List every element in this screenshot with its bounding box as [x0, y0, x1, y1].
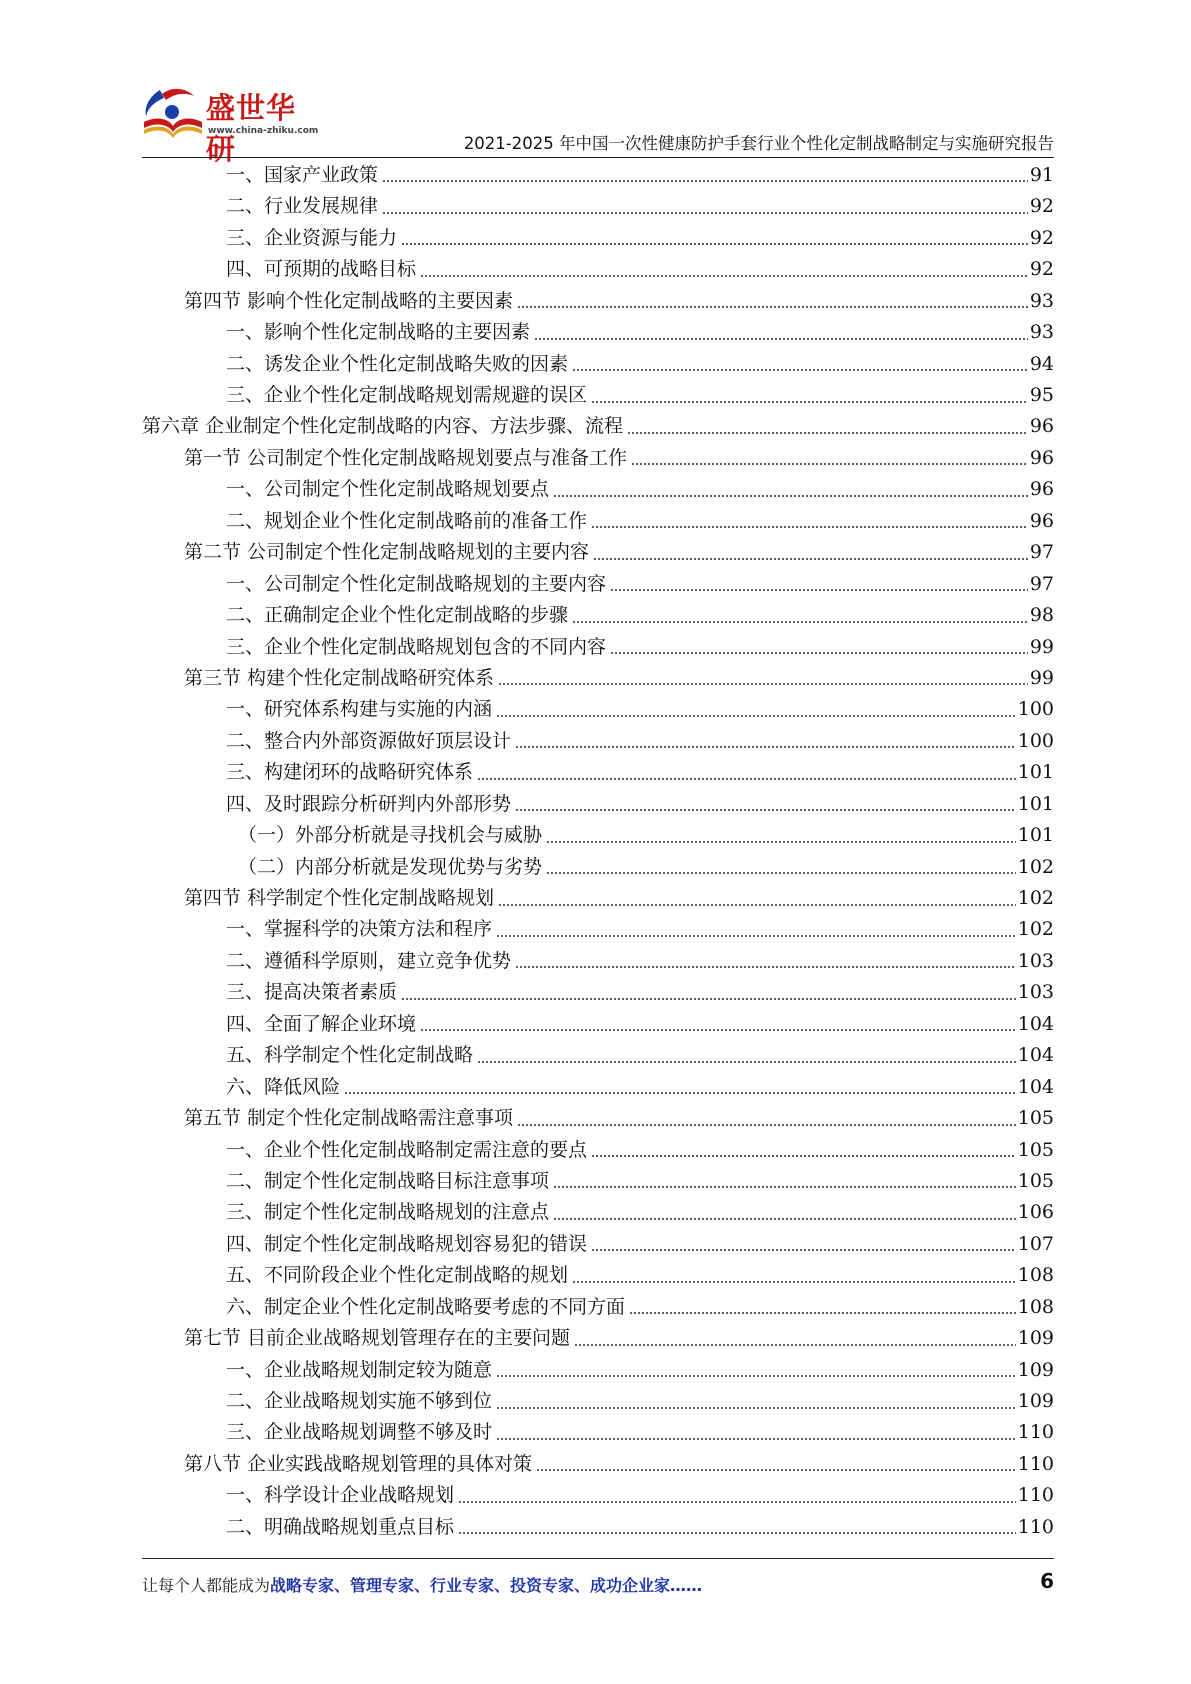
toc-entry-page: 102 [1017, 855, 1054, 878]
toc-entry-title: 一、公司制定个性化定制战略规划的主要内容 [226, 572, 607, 595]
toc-leader-dots [517, 1109, 1016, 1127]
toc-leader-dots [382, 165, 1028, 183]
toc-entry-title: （一）外部分析就是寻找机会与威胁 [238, 824, 543, 847]
toc-entry-title: 五、科学制定个性化定制战略 [226, 1044, 474, 1067]
toc-leader-dots [593, 543, 1028, 561]
toc-entry-title: 第六章 企业制定个性化定制战略的内容、方法步骤、流程 [142, 415, 624, 438]
toc-entry-page: 96 [1029, 446, 1054, 469]
toc-leader-dots [477, 763, 1016, 781]
page-number: 6 [1040, 1569, 1054, 1593]
toc-entry-page: 93 [1029, 289, 1054, 312]
footer-divider [142, 1558, 1054, 1559]
toc-entry-page: 102 [1017, 887, 1054, 910]
toc-entry-title: 三、提高决策者素质 [226, 981, 398, 1004]
toc-entry[interactable] [142, 1009, 1054, 1040]
toc-entry-page: 101 [1017, 761, 1054, 784]
logo-book-icon [142, 82, 204, 144]
toc-leader-dots [401, 228, 1028, 246]
toc-entry-page: 109 [1017, 1327, 1054, 1350]
toc-entry-page: 105 [1017, 1169, 1054, 1192]
toc-entry[interactable] [142, 1449, 1054, 1480]
toc-entry-page: 101 [1017, 824, 1054, 847]
toc-entry-title: 第五节 制定个性化定制战略需注意事项 [184, 1107, 514, 1130]
toc-leader-dots [420, 1014, 1016, 1032]
toc-entry[interactable] [142, 1229, 1054, 1260]
toc-entry[interactable] [142, 286, 1054, 317]
report-title: 2021-2025 年中国一次性健康防护手套行业个性化定制战略制定与实施研究报告 [463, 134, 1054, 153]
toc-entry-title: 二、正确制定企业个性化定制战略的步骤 [226, 604, 569, 627]
toc-leader-dots [477, 1046, 1016, 1064]
toc-leader-dots [458, 1486, 1016, 1504]
toc-leader-dots [496, 1392, 1016, 1410]
toc-entry[interactable] [142, 537, 1054, 568]
toc-entry-page: 109 [1017, 1390, 1054, 1413]
toc-entry-title: 第三节 构建个性化定制战略研究体系 [184, 666, 495, 689]
toc-entry[interactable] [142, 349, 1054, 380]
toc-entry-title: 五、不同阶段企业个性化定制战略的规划 [226, 1264, 569, 1287]
toc-leader-dots [572, 354, 1028, 372]
toc-entry[interactable] [142, 632, 1054, 663]
toc-entry[interactable] [142, 1040, 1054, 1071]
toc-leader-dots [591, 386, 1028, 404]
toc-entry[interactable] [142, 1512, 1054, 1543]
toc-entry[interactable] [142, 443, 1054, 474]
toc-entry-title: 二、企业战略规划实施不够到位 [226, 1390, 493, 1413]
toc-entry-page: 95 [1029, 384, 1054, 407]
toc-entry[interactable] [142, 254, 1054, 285]
toc-entry-title: 三、企业战略规划调整不够及时 [226, 1421, 493, 1444]
toc-entry-page: 93 [1029, 321, 1054, 344]
page-header [0, 0, 1191, 166]
toc-entry-page: 96 [1029, 509, 1054, 532]
footer-slogan-highlight: 战略专家、管理专家、行业专家、投资专家、成功企业家…… [270, 1576, 703, 1595]
toc-entry-title: 一、企业个性化定制战略制定需注意的要点 [226, 1138, 588, 1161]
toc-entry-title: 第二节 公司制定个性化定制战略规划的主要内容 [184, 541, 590, 564]
toc-leader-dots [591, 511, 1028, 529]
toc-entry[interactable] [142, 1355, 1054, 1386]
toc-entry[interactable] [142, 946, 1054, 977]
toc-entry[interactable] [142, 223, 1054, 254]
toc-entry-page: 104 [1017, 1075, 1054, 1098]
toc-entry[interactable] [142, 600, 1054, 631]
toc-leader-dots [496, 1360, 1016, 1378]
header-divider [142, 157, 1054, 158]
toc-entry[interactable] [142, 1072, 1054, 1103]
footer-slogan [142, 1573, 702, 1596]
toc-entry[interactable] [142, 694, 1054, 725]
table-of-contents [142, 160, 1054, 1543]
toc-entry[interactable] [142, 1292, 1054, 1323]
toc-leader-dots [458, 1517, 1016, 1535]
toc-leader-dots [629, 1297, 1016, 1315]
toc-leader-dots [591, 1140, 1016, 1158]
toc-entry-title: 第四节 影响个性化定制战略的主要因素 [184, 289, 514, 312]
toc-entry-title: 第八节 企业实践战略规划管理的具体对策 [184, 1452, 533, 1475]
toc-leader-dots [553, 1171, 1016, 1189]
toc-entry-page: 110 [1017, 1421, 1054, 1444]
toc-leader-dots [498, 889, 1016, 907]
toc-entry[interactable] [142, 1166, 1054, 1197]
toc-entry-page: 104 [1017, 1012, 1054, 1035]
toc-entry[interactable] [142, 1323, 1054, 1354]
toc-entry-page: 100 [1017, 729, 1054, 752]
toc-entry-title: 三、制定个性化定制战略规划的注意点 [226, 1201, 550, 1224]
toc-entry-title: 四、全面了解企业环境 [226, 1012, 417, 1035]
toc-entry-page: 100 [1017, 698, 1054, 721]
toc-entry-page: 104 [1017, 1044, 1054, 1067]
toc-leader-dots [420, 260, 1028, 278]
toc-entry-page: 108 [1017, 1264, 1054, 1287]
toc-leader-dots [515, 794, 1016, 812]
toc-entry[interactable] [142, 160, 1054, 191]
toc-entry-page: 106 [1017, 1201, 1054, 1224]
toc-entry-title: 一、研究体系构建与实施的内涵 [226, 698, 493, 721]
toc-entry-page: 99 [1029, 666, 1054, 689]
toc-leader-dots [534, 323, 1028, 341]
toc-leader-dots [515, 951, 1016, 969]
toc-entry[interactable] [142, 191, 1054, 222]
toc-entry-page: 96 [1029, 415, 1054, 438]
toc-entry-page: 98 [1029, 604, 1054, 627]
toc-entry-title: 第七节 目前企业战略规划管理存在的主要问题 [184, 1327, 571, 1350]
toc-entry-page: 92 [1029, 195, 1054, 218]
toc-entry-page: 103 [1017, 981, 1054, 1004]
toc-entry-title: 一、国家产业政策 [226, 163, 379, 186]
toc-entry[interactable] [142, 569, 1054, 600]
toc-entry[interactable] [142, 820, 1054, 851]
toc-entry-title: 三、企业个性化定制战略规划包含的不同内容 [226, 635, 607, 658]
toc-entry-page: 110 [1017, 1484, 1054, 1507]
toc-entry-title: 第四节 科学制定个性化定制战略规划 [184, 887, 495, 910]
toc-entry-page: 92 [1029, 258, 1054, 281]
toc-entry[interactable] [142, 1418, 1054, 1449]
toc-entry[interactable] [142, 1480, 1054, 1511]
toc-entry[interactable] [142, 852, 1054, 883]
toc-entry-title: （二）内部分析就是发现优势与劣势 [238, 855, 543, 878]
toc-leader-dots [572, 606, 1028, 624]
toc-leader-dots [574, 1329, 1016, 1347]
toc-entry-title: 一、公司制定个性化定制战略规划要点 [226, 478, 550, 501]
toc-entry[interactable] [142, 1386, 1054, 1417]
toc-entry[interactable] [142, 977, 1054, 1008]
toc-entry-title: 二、遵循科学原则，建立竞争优势 [226, 949, 512, 972]
toc-entry-page: 91 [1029, 163, 1054, 186]
toc-leader-dots [344, 1077, 1016, 1095]
toc-entry-title: 第一节 公司制定个性化定制战略规划要点与准备工作 [184, 446, 628, 469]
toc-entry-page: 102 [1017, 918, 1054, 941]
toc-entry-title: 六、降低风险 [226, 1075, 341, 1098]
toc-leader-dots [610, 574, 1028, 592]
toc-entry[interactable] [142, 915, 1054, 946]
toc-entry-page: 103 [1017, 949, 1054, 972]
toc-entry[interactable] [142, 1260, 1054, 1291]
toc-leader-dots [572, 1266, 1016, 1284]
toc-entry-page: 107 [1017, 1232, 1054, 1255]
toc-entry-title: 一、掌握科学的决策方法和程序 [226, 918, 493, 941]
toc-leader-dots [498, 668, 1028, 686]
toc-entry-page: 105 [1017, 1107, 1054, 1130]
toc-entry[interactable] [142, 726, 1054, 757]
toc-entry[interactable] [142, 380, 1054, 411]
toc-entry-page: 110 [1017, 1452, 1054, 1475]
toc-entry-page: 101 [1017, 792, 1054, 815]
toc-leader-dots [515, 731, 1016, 749]
toc-entry-title: 四、可预期的战略目标 [226, 258, 417, 281]
toc-leader-dots [401, 983, 1016, 1001]
toc-leader-dots [553, 1203, 1016, 1221]
toc-entry[interactable] [142, 789, 1054, 820]
toc-entry-page: 105 [1017, 1138, 1054, 1161]
logo-url: www.china-zhiku.com [208, 126, 319, 136]
logo-name: 盛世华研 [206, 91, 297, 166]
toc-entry-page: 109 [1017, 1358, 1054, 1381]
toc-leader-dots [610, 637, 1028, 655]
toc-entry-title: 二、行业发展规律 [226, 195, 379, 218]
toc-entry-page: 97 [1029, 541, 1054, 564]
toc-entry-title: 二、整合内外部资源做好顶层设计 [226, 729, 512, 752]
toc-entry-title: 一、科学设计企业战略规划 [226, 1484, 455, 1507]
toc-entry[interactable] [142, 506, 1054, 537]
toc-leader-dots [496, 1423, 1016, 1441]
toc-leader-dots [553, 480, 1028, 498]
toc-entry-title: 六、制定企业个性化定制战略要考虑的不同方面 [226, 1295, 626, 1318]
toc-leader-dots [546, 826, 1016, 844]
toc-entry-title: 三、企业个性化定制战略规划需规避的误区 [226, 384, 588, 407]
toc-entry[interactable] [142, 1197, 1054, 1228]
toc-leader-dots [627, 417, 1028, 435]
toc-entry-page: 96 [1029, 478, 1054, 501]
toc-entry-page: 97 [1029, 572, 1054, 595]
toc-entry-page: 110 [1017, 1515, 1054, 1538]
toc-entry-page: 92 [1029, 226, 1054, 249]
toc-leader-dots [591, 1234, 1016, 1252]
toc-entry[interactable] [142, 1135, 1054, 1166]
toc-entry[interactable] [142, 317, 1054, 348]
toc-entry-title: 一、企业战略规划制定较为随意 [226, 1358, 493, 1381]
toc-entry-page: 94 [1029, 352, 1054, 375]
toc-entry-title: 四、制定个性化定制战略规划容易犯的错误 [226, 1232, 588, 1255]
toc-leader-dots [517, 291, 1028, 309]
toc-entry-title: 二、制定个性化定制战略目标注意事项 [226, 1169, 550, 1192]
toc-entry[interactable] [142, 412, 1054, 443]
toc-entry-page: 99 [1029, 635, 1054, 658]
toc-entry-title: 一、影响个性化定制战略的主要因素 [226, 321, 531, 344]
toc-entry-page: 108 [1017, 1295, 1054, 1318]
toc-entry[interactable] [142, 663, 1054, 694]
footer-slogan-prefix: 让每个人都能成为 [142, 1576, 271, 1595]
toc-entry-title: 四、及时跟踪分析研判内外部形势 [226, 792, 512, 815]
toc-entry[interactable] [142, 883, 1054, 914]
toc-leader-dots [631, 448, 1028, 466]
toc-entry-title: 二、明确战略规划重点目标 [226, 1515, 455, 1538]
toc-leader-dots [546, 857, 1016, 875]
toc-leader-dots [496, 920, 1016, 938]
toc-entry[interactable] [142, 474, 1054, 505]
toc-entry[interactable] [142, 1103, 1054, 1134]
toc-entry[interactable] [142, 757, 1054, 788]
toc-leader-dots [496, 700, 1016, 718]
toc-entry-title: 三、构建闭环的战略研究体系 [226, 761, 474, 784]
toc-entry-title: 二、规划企业个性化定制战略前的准备工作 [226, 509, 588, 532]
toc-leader-dots [382, 197, 1028, 215]
toc-leader-dots [536, 1454, 1016, 1472]
toc-entry-title: 二、诱发企业个性化定制战略失败的因素 [226, 352, 569, 375]
toc-entry-title: 三、企业资源与能力 [226, 226, 398, 249]
company-logo [142, 82, 322, 166]
